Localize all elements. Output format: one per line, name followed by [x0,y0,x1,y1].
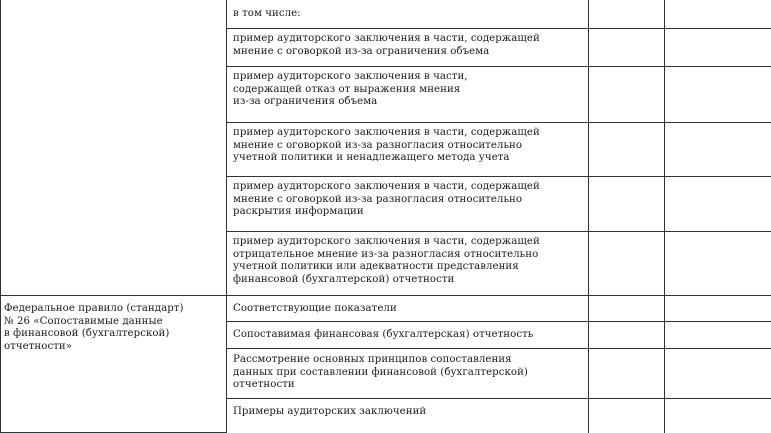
topic-text: пример аудиторского заключения в части, содержащей отрицательное мнение из-за разногласия относительно учетной политики или адекватности представления финансовой (бухгалтерской) отчетности [227,232,588,286]
topic-text: пример аудиторского заключения в части, содержащей мнение с оговоркой из-за разногласия относительно учетной политики и ненадлежащего метода учета [227,123,588,165]
topic-text: Рассмотрение основных принципов сопоставления данных при составлении финансовой (бухгалтерской) отчетности [227,349,588,392]
empty-cell [589,0,665,29]
topic-text: Сопоставимая финансовая (бухгалтерская) отчетность [227,322,588,342]
standard-cell [1,296,227,433]
standard-title: Федеральное правило (стандарт) № 26 «Сопоставимые данные в финансовой (бухгалтерской) отчетности» [1,296,226,353]
empty-cell [589,232,665,296]
empty-cell [589,177,665,232]
topic-cell [227,296,589,322]
empty-cell [665,67,771,123]
empty-cell [665,177,771,232]
topic-cell [227,349,589,399]
topic-cell [227,322,589,349]
empty-cell [589,349,665,399]
empty-cell [589,123,665,177]
topic-cell [227,399,589,433]
table-row [1,296,771,322]
empty-cell [589,29,665,67]
empty-cell [589,296,665,322]
topic-cell [227,177,589,232]
empty-cell [589,67,665,123]
empty-cell [665,322,771,349]
empty-cell [665,29,771,67]
topic-cell [227,67,589,123]
topic-text: пример аудиторского заключения в части, содержащей мнение с оговоркой из-за ограничения объема [227,29,588,58]
empty-cell [665,0,771,29]
empty-cell [665,296,771,322]
topic-text: пример аудиторского заключения в части, содержащей отказ от выражения мнения из-за ограничения объема [227,67,588,109]
topic-cell [227,232,589,296]
topic-text: пример аудиторского заключения в части, содержащей мнение с оговоркой из-за разногласия относительно раскрытия информации [227,177,588,219]
empty-cell [589,322,665,349]
empty-cell [665,123,771,177]
empty-cell [665,349,771,399]
empty-cell [665,232,771,296]
topic-cell [227,123,589,177]
topic-cell [227,29,589,67]
empty-cell [589,399,665,433]
topic-text: Примеры аудиторских заключений [227,399,588,419]
topic-text: в том числе: [227,0,588,21]
empty-cell [665,399,771,433]
topic-cell [227,0,589,29]
topic-text: Соответствующие показатели [227,296,588,316]
standard-cell-empty [1,0,227,296]
table-row [1,0,771,29]
